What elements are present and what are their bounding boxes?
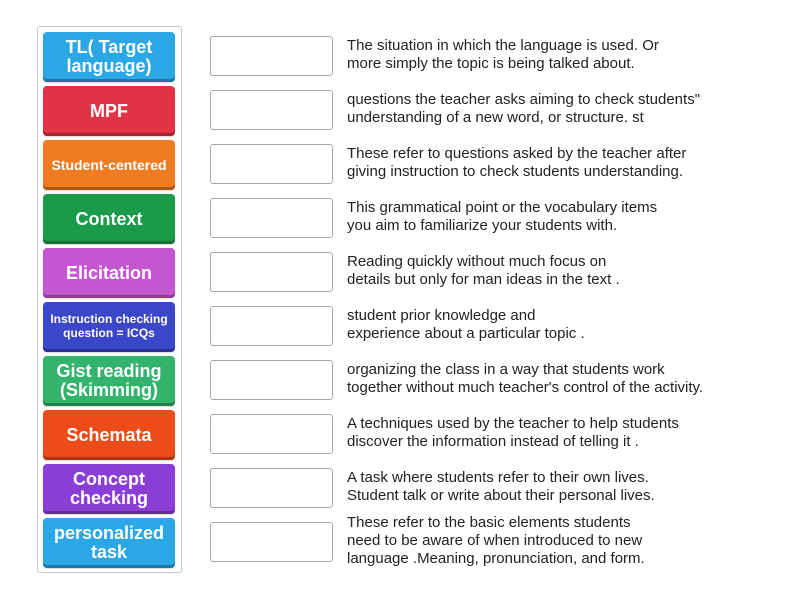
tile-schemata[interactable]: Schemata bbox=[43, 410, 175, 460]
tile-gist-reading[interactable]: Gist reading (Skimming) bbox=[43, 356, 175, 406]
drop-slot[interactable] bbox=[210, 90, 333, 130]
drop-slot[interactable] bbox=[210, 36, 333, 76]
definition-text: These refer to the basic elements students need to be aware of when introduced to new language .Meaning, pronunciation, and form. bbox=[347, 514, 645, 567]
drop-slot[interactable] bbox=[210, 360, 333, 400]
tile-instruction-checking-question[interactable]: Instruction checking question = ICQs bbox=[43, 302, 175, 352]
drop-slot[interactable] bbox=[210, 198, 333, 238]
drop-slot[interactable] bbox=[210, 306, 333, 346]
definition-text: student prior knowledge and experience about a particular topic . bbox=[347, 307, 585, 342]
drop-slot[interactable] bbox=[210, 414, 333, 454]
definition-text: organizing the class in a way that students work together without much teacher's control of the activity. bbox=[347, 361, 704, 396]
definition-text: questions the teacher asks aiming to check students" understanding of a new word, or structure. st bbox=[347, 91, 701, 126]
definition-text: This grammatical point or the vocabulary items you aim to familiarize your students with. bbox=[347, 199, 658, 234]
tile-student-centered[interactable]: Student-centered bbox=[43, 140, 175, 190]
drop-slot[interactable] bbox=[210, 468, 333, 508]
drop-slot[interactable] bbox=[210, 522, 333, 562]
tile-mpf[interactable]: MPF bbox=[43, 86, 175, 136]
drop-slot[interactable] bbox=[210, 144, 333, 184]
tile-concept-checking[interactable]: Concept checking bbox=[43, 464, 175, 514]
drop-slot[interactable] bbox=[210, 252, 333, 292]
tile-personalized-task[interactable]: personalized task bbox=[43, 518, 175, 568]
definition-text: A task where students refer to their own lives. Student talk or write about their personal lives. bbox=[347, 469, 655, 504]
tile-context[interactable]: Context bbox=[43, 194, 175, 244]
definition-text: These refer to questions asked by the teacher after giving instruction to check students understanding. bbox=[347, 145, 687, 180]
tile-elicitation[interactable]: Elicitation bbox=[43, 248, 175, 298]
definition-text: A techniques used by the teacher to help students discover the information instead of telling it . bbox=[347, 415, 679, 450]
tile-target-language[interactable]: TL( Target language) bbox=[43, 32, 175, 82]
definition-text: Reading quickly without much focus on details but only for man ideas in the text . bbox=[347, 253, 620, 288]
definition-text: The situation in which the language is used. Or more simply the topic is being talked about. bbox=[347, 37, 659, 72]
